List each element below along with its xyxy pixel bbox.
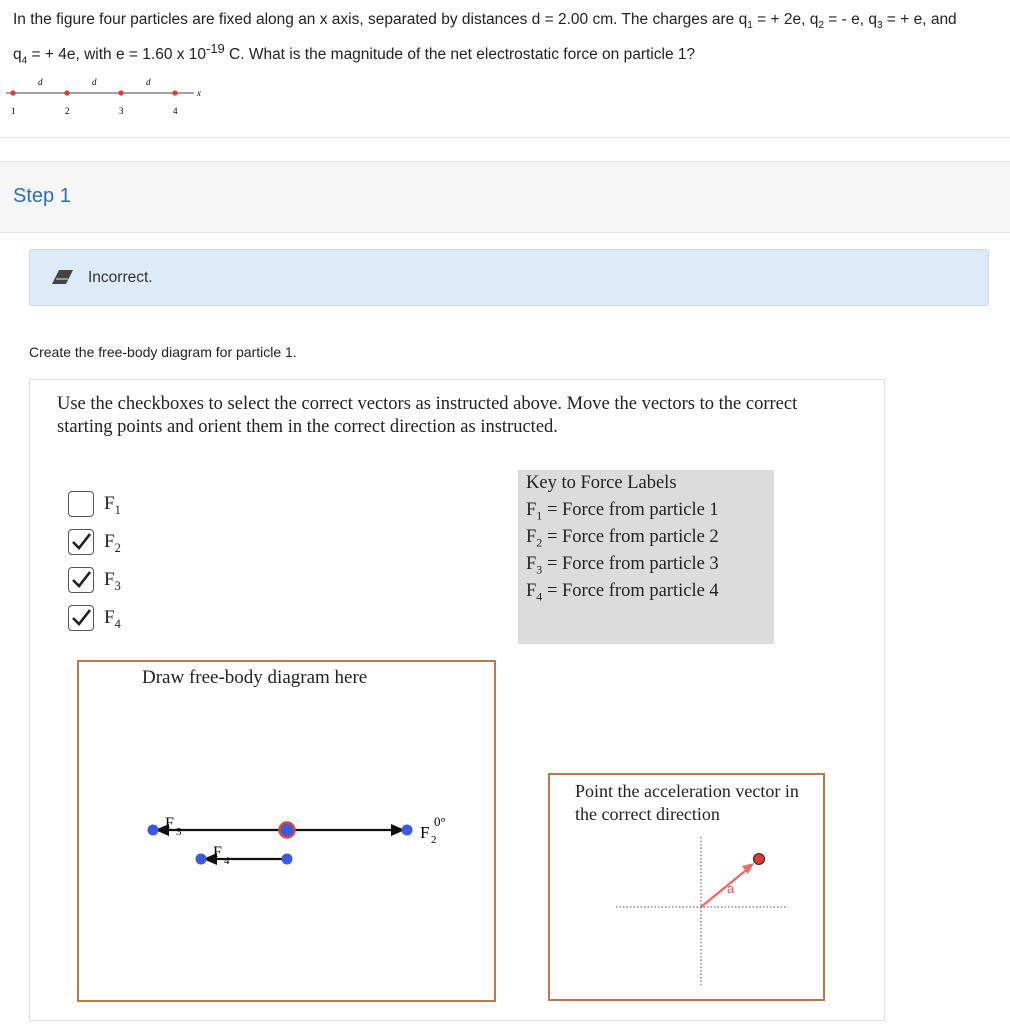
axis-x-label: x [197,88,201,98]
question-line1: In the figure four particles are fixed along an x axis, separated by distances d = 2.00 cm. The charges are q [13,11,748,28]
particle-axis-figure [0,76,220,121]
spacing-label-3: d [146,77,151,87]
acceleration-title: Point the acceleration vector in the correct direction [575,781,799,824]
key-row-f2-text: = Force from particle 2 [542,527,719,547]
acceleration-handle[interactable] [754,854,765,865]
f3-label-sub: 3 [176,826,182,838]
checkbox-f4-label [104,607,121,632]
checkbox-f1-box[interactable] [68,491,94,517]
key-row-f1 [526,500,719,524]
particle-1-label: 1 [11,106,16,116]
spacing-label-1: d [38,77,43,87]
question-line2-end: C. What is the magnitude of the net electrostatic force on particle 1? [224,46,696,64]
key-row-f3-symbol: F [526,554,537,574]
question-q2-value: = - e, q [823,11,877,28]
particle-2-label: 2 [65,106,70,116]
f4-label: F [213,844,222,861]
checkbox-f2-label-symbol: F [104,531,115,552]
eraser-icon [52,268,74,286]
key-row-f1-subscript: 1 [536,508,543,523]
f4-tail-handle[interactable] [282,854,293,865]
f4-tip-handle[interactable] [196,854,207,865]
question-text [13,8,1003,72]
alert-text: Incorrect. [88,269,153,286]
particle-3-dot [118,90,123,95]
checkbox-f2-label [104,531,121,556]
fbd-title: Draw free-body diagram here [142,667,368,688]
f3-label: F [165,815,174,832]
acceleration-label: a [727,881,735,896]
checkbox-f3-label [104,569,121,594]
spacing-label-2: d [92,77,97,87]
checkbox-f4-label-subscript: 4 [114,616,121,631]
f2-label-sub: 2 [431,834,437,846]
key-title: Key to Force Labels [526,473,677,493]
acceleration-panel[interactable] [548,773,825,1001]
key-row-f2-subscript: 2 [536,535,543,550]
checkmark-icon [71,531,91,551]
exponent: -19 [206,41,225,57]
key-row-f4-symbol: F [526,581,537,601]
step-title: Step 1 [13,185,71,207]
question-q4: q [13,46,22,64]
particle-2-dot [64,90,69,95]
acceleration-axes [550,775,823,999]
instruction-text: Create the free-body diagram for particle 1. [29,344,297,360]
checkbox-f1-label [104,493,121,518]
checkbox-f1-label-symbol: F [104,493,115,514]
checkbox-f4-label-symbol: F [104,607,115,628]
particle-4-dot [172,90,177,95]
key-row-f1-text: = Force from particle 1 [542,500,719,520]
step-header [0,161,1010,233]
acceleration-vector [701,867,750,907]
checkbox-f3-label-subscript: 3 [114,578,121,593]
key-row-f4-subscript: 4 [536,589,543,604]
checkbox-f2-box[interactable] [68,529,94,555]
checkbox-f3-box[interactable] [68,567,94,593]
question-q1-value: = + 2e, q [752,11,819,28]
fbd-applet [29,379,885,1021]
key-row-f4 [526,581,719,605]
incorrect-alert [29,249,989,306]
checkmark-icon [71,607,91,627]
key-row-f2 [526,527,719,551]
f2-angle-label: 0° [434,814,446,829]
checkbox-f3-label-symbol: F [104,569,115,590]
particle-1-point[interactable] [280,823,295,838]
applet-instructions: Use the checkboxes to select the correct vectors as instructed above. Move the vectors to the correct starting points and orient them in the correct direction as instructed. [57,394,798,437]
key-row-f3-text: = Force from particle 3 [542,554,719,574]
particle-4-label: 4 [173,106,178,116]
f4-label-sub: 4 [224,855,230,867]
f3-tip-handle[interactable] [148,825,159,836]
fbd-vectors [79,662,494,1000]
q3-subscript: 3 [876,20,883,32]
force-label-key [518,470,774,644]
q2-subscript: 2 [818,20,824,32]
question-q4-value: = + 4e, with e = 1.60 x 10 [27,46,207,64]
key-row-f4-text: = Force from particle 4 [542,581,719,601]
q1-subscript: 1 [747,20,753,32]
checkmark-icon [71,569,91,589]
key-row-f1-symbol: F [526,500,537,520]
question-q3-value: = + e, and [882,11,957,28]
checkbox-f2-label-subscript: 2 [114,540,121,555]
key-row-f2-symbol: F [526,527,537,547]
f2-label: F [420,823,430,842]
q4-subscript: 4 [21,55,28,67]
f2-tip-handle[interactable] [402,825,413,836]
checkbox-f1-label-subscript: 1 [114,502,121,517]
key-row-f3-subscript: 3 [536,562,543,577]
particle-1-dot [10,90,15,95]
fbd-canvas[interactable] [77,660,496,1002]
key-row-f3 [526,554,719,578]
particle-3-label: 3 [119,106,124,116]
checkbox-f4-box[interactable] [68,605,94,631]
divider [0,137,1010,138]
